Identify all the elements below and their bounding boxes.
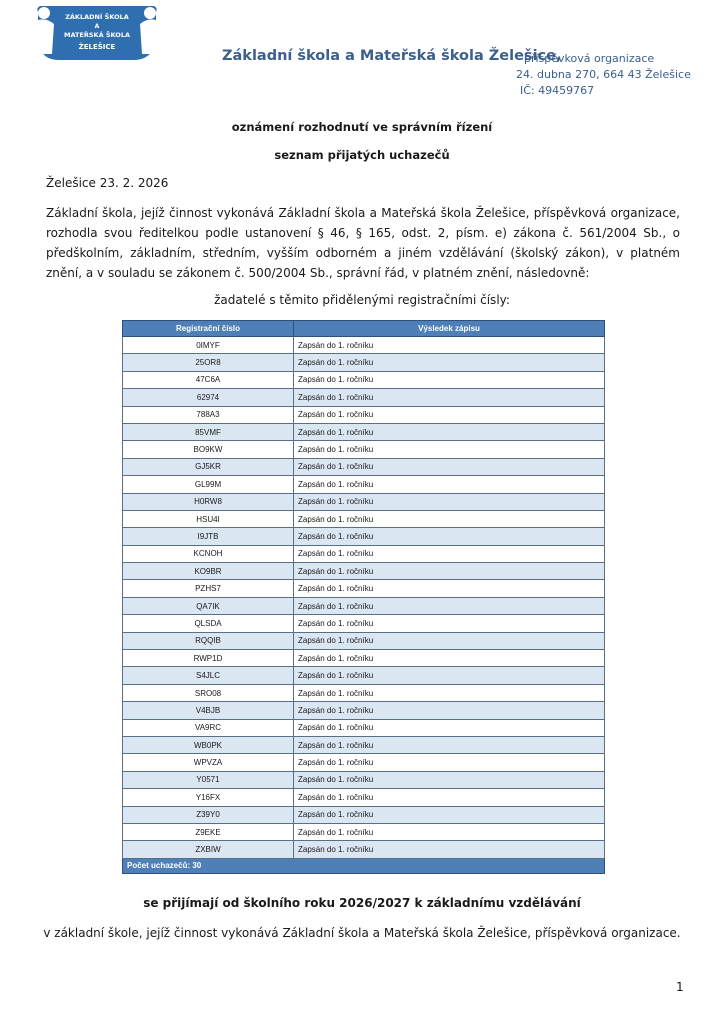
table-row [123,423,605,440]
table-row [123,754,605,771]
table-row [123,789,605,806]
registration-code: Y16FX [123,789,294,806]
registration-code: WB0PK [123,736,294,753]
document-subtitle: seznam přijatých uchazečů [274,148,450,162]
table-row [123,632,605,649]
table-row [123,371,605,388]
table-row [123,667,605,684]
table-row [123,702,605,719]
table-row [123,771,605,788]
enrollment-result: Zapsán do 1. ročníku [294,754,605,771]
applicants-total: Počet uchazečů: 30 [123,858,605,873]
organization-type: příspěvková organizace [524,52,655,65]
table-row [123,684,605,701]
registration-code: BO9KW [123,441,294,458]
table-row [123,476,605,493]
registration-code: 85VMF [123,423,294,440]
enrollment-result: Zapsán do 1. ročníku [294,545,605,562]
registration-code: 62974 [123,389,294,406]
registration-code: QA7IK [123,597,294,614]
table-row [123,441,605,458]
enrollment-result: Zapsán do 1. ročníku [294,563,605,580]
table-row [123,806,605,823]
logo-line-4: ŽELEŠICE [78,43,116,51]
enrollment-result: Zapsán do 1. ročníku [294,823,605,840]
registration-code: Y0571 [123,771,294,788]
table-row [123,528,605,545]
registration-code: WPVZA [123,754,294,771]
column-header-result: Výsledek zápisu [294,321,605,337]
registration-code: Z39Y0 [123,806,294,823]
table-row [123,545,605,562]
table-row [123,841,605,858]
enrollment-result: Zapsán do 1. ročníku [294,789,605,806]
registration-code: Z9EKE [123,823,294,840]
enrollment-result: Zapsán do 1. ročníku [294,406,605,423]
enrollment-result: Zapsán do 1. ročníku [294,389,605,406]
registration-code: 25OR8 [123,354,294,371]
registration-code: S4JLC [123,667,294,684]
table-row [123,736,605,753]
enrollment-result: Zapsán do 1. ročníku [294,441,605,458]
applicants-total-row [123,858,605,873]
applicants-intro: žadatelé s těmito přidělenými registračními čísly: [214,293,510,307]
enrollment-result: Zapsán do 1. ročníku [294,702,605,719]
enrollment-result: Zapsán do 1. ročníku [294,493,605,510]
enrollment-result: Zapsán do 1. ročníku [294,458,605,475]
enrollment-result: Zapsán do 1. ročníku [294,371,605,388]
table-row [123,354,605,371]
registration-code: 788A3 [123,406,294,423]
school-logo [30,4,164,62]
table-row [123,389,605,406]
table-row [123,563,605,580]
school-name: Základní škola a Mateřská škola Želešice, [222,48,562,64]
applicants-table [122,320,605,874]
registration-code: QLSDA [123,615,294,632]
enrollment-result: Zapsán do 1. ročníku [294,719,605,736]
document-title: oznámení rozhodnutí ve správním řízení [231,120,493,134]
enrollment-result: Zapsán do 1. ročníku [294,580,605,597]
registration-code: V4BJB [123,702,294,719]
registration-code: SRO08 [123,684,294,701]
school-address: 24. dubna 270, 664 43 Želešice [516,68,691,81]
table-row [123,493,605,510]
enrollment-result: Zapsán do 1. ročníku [294,650,605,667]
enrollment-result: Zapsán do 1. ročníku [294,632,605,649]
table-row [123,458,605,475]
table-row [123,615,605,632]
registration-code: GL99M [123,476,294,493]
column-header-registration: Registrační číslo [123,321,294,337]
table-body [123,337,605,874]
registration-code: RQQIB [123,632,294,649]
acceptance-statement: se přijímají od školního roku 2026/2027 k základnímu vzdělávání [143,896,581,910]
enrollment-result: Zapsán do 1. ročníku [294,423,605,440]
enrollment-result: Zapsán do 1. ročníku [294,337,605,354]
table-row [123,337,605,354]
enrollment-result: Zapsán do 1. ročníku [294,615,605,632]
enrollment-result: Zapsán do 1. ročníku [294,528,605,545]
enrollment-result: Zapsán do 1. ročníku [294,684,605,701]
enrollment-result: Zapsán do 1. ročníku [294,667,605,684]
enrollment-result: Zapsán do 1. ročníku [294,841,605,858]
enrollment-result: Zapsán do 1. ročníku [294,736,605,753]
registration-code: KCNOH [123,545,294,562]
document-date: Želešice 23. 2. 2026 [46,176,169,190]
registration-code: RWP1D [123,650,294,667]
table-row [123,719,605,736]
table-row [123,650,605,667]
enrollment-result: Zapsán do 1. ročníku [294,476,605,493]
table-row [123,597,605,614]
registration-code: H0RW8 [123,493,294,510]
table-row [123,580,605,597]
table-header-row [123,321,605,337]
registration-code: HSU4I [123,510,294,527]
registration-code: PZHS7 [123,580,294,597]
registration-code: 47C6A [123,371,294,388]
table-row [123,510,605,527]
table-row [123,823,605,840]
table-row [123,406,605,423]
enrollment-result: Zapsán do 1. ročníku [294,806,605,823]
enrollment-result: Zapsán do 1. ročníku [294,771,605,788]
enrollment-result: Zapsán do 1. ročníku [294,597,605,614]
logo-line-2: A [94,23,100,30]
registration-code: I9JTB [123,528,294,545]
enrollment-result: Zapsán do 1. ročníku [294,354,605,371]
registration-code: GJ5KR [123,458,294,475]
school-ico: IČ: 49459767 [520,84,595,97]
enrollment-result: Zapsán do 1. ročníku [294,510,605,527]
registration-code: ZXBIW [123,841,294,858]
logo-line-1: ZÁKLADNÍ ŠKOLA [65,13,129,21]
registration-code: 0IMYF [123,337,294,354]
registration-code: VA9RC [123,719,294,736]
decision-paragraph: Základní škola, jejíž činnost vykonává Základní škola a Mateřská škola Želešice, příspěvková organizace, rozhodla svou ředitelkou podle ustanovení § 46, § 165, odst. 2, písm. e) zákona č. 561/2004 Sb., o předškolním, základním, středním, vyšším odborném a jiném vzdělávání (školský zákon), v platném znění, a v souladu se zákonem č. 500/2004 Sb., správní řád, v platném znění, následovně: [46,206,680,280]
page-number: 1 [676,980,684,994]
registration-code: KO9BR [123,563,294,580]
closing-statement: v základní škole, jejíž činnost vykonává Základní škola a Mateřská škola Želešice, příspěvková organizace. [43,926,681,940]
logo-line-3: MATEŘSKÁ ŠKOLA [63,31,131,39]
